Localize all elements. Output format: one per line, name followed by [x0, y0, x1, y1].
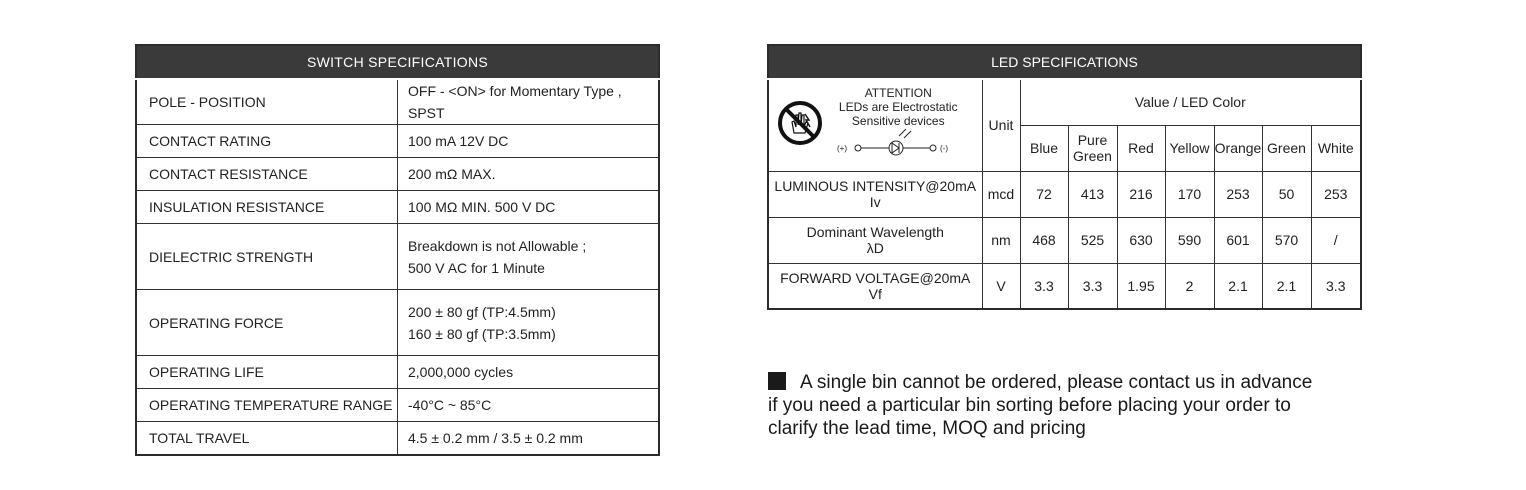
spec-label: TOTAL TRAVEL	[136, 422, 398, 455]
metric-value: 216	[1117, 171, 1165, 217]
spec-label: OPERATING TEMPERATURE RANGE	[136, 389, 398, 422]
metric-value: 50	[1262, 171, 1311, 217]
metric-value: 2.1	[1262, 263, 1311, 309]
note-line: A single bin cannot be ordered, please contact us in advance	[800, 372, 1313, 393]
metric-value: 253	[1311, 171, 1361, 217]
anode-plus-label: (+)	[837, 144, 847, 153]
cathode-minus-label: (-)	[940, 144, 948, 153]
note-line: clarify the lead time, MOQ and pricing	[768, 418, 1086, 439]
metric-value: 3.3	[1020, 263, 1068, 309]
metric-value: 570	[1262, 217, 1311, 263]
spec-label: CONTACT RESISTANCE	[136, 158, 398, 191]
metric-value: 2.1	[1214, 263, 1262, 309]
spec-label: POLE - POSITION	[136, 79, 398, 125]
led-specifications-title: LED SPECIFICATIONS	[768, 45, 1361, 79]
table-row	[136, 356, 659, 389]
spec-label: CONTACT RATING	[136, 125, 398, 158]
color-header: Pure Green	[1068, 125, 1117, 171]
bullet-square-icon	[768, 372, 786, 390]
spec-value: 100 MΩ MIN. 500 V DC	[398, 191, 660, 224]
metric-value: 413	[1068, 171, 1117, 217]
metric-value: 170	[1165, 171, 1214, 217]
metric-name: FORWARD VOLTAGE@20mA Vf	[768, 263, 982, 309]
metric-value: 253	[1214, 171, 1262, 217]
spec-label: OPERATING LIFE	[136, 356, 398, 389]
color-header: Yellow	[1165, 125, 1214, 171]
esd-attention-cell	[768, 79, 982, 171]
spec-value: 2,000,000 cycles	[398, 356, 660, 389]
metric-value: /	[1311, 217, 1361, 263]
spec-label: INSULATION RESISTANCE	[136, 191, 398, 224]
metric-value: 72	[1020, 171, 1068, 217]
color-header: Orange	[1214, 125, 1262, 171]
metric-unit: mcd	[982, 171, 1020, 217]
bin-ordering-note	[768, 371, 1348, 440]
table-row	[768, 263, 1361, 309]
metric-value: 3.3	[1311, 263, 1361, 309]
metric-name: LUMINOUS INTENSITY@20mA Iv	[768, 171, 982, 217]
spec-value: 200 ± 80 gf (TP:4.5mm) 160 ± 80 gf (TP:3.5mm)	[398, 290, 660, 356]
value-led-color-header: Value / LED Color	[1020, 79, 1361, 125]
metric-unit: nm	[982, 217, 1020, 263]
metric-value: 630	[1117, 217, 1165, 263]
esd-attention-text: ATTENTION LEDs are Electrostatic Sensitive devices	[838, 86, 958, 128]
spec-value: Breakdown is not Allowable ; 500 V AC for 1 Minute	[398, 224, 660, 290]
spec-value: 200 mΩ MAX.	[398, 158, 660, 191]
metric-value: 468	[1020, 217, 1068, 263]
color-header: Green	[1262, 125, 1311, 171]
led-specifications-table	[767, 44, 1362, 310]
switch-specifications-table	[135, 44, 660, 456]
metric-unit: V	[982, 263, 1020, 309]
spec-label: DIELECTRIC STRENGTH	[136, 224, 398, 290]
color-header: Red	[1117, 125, 1165, 171]
switch-specifications-title: SWITCH SPECIFICATIONS	[136, 45, 659, 79]
metric-value: 1.95	[1117, 263, 1165, 309]
table-row	[768, 171, 1361, 217]
table-row	[136, 79, 659, 125]
table-row	[136, 290, 659, 356]
spec-value: OFF - <ON> for Momentary Type , SPST	[398, 79, 660, 125]
table-row	[136, 125, 659, 158]
table-row	[136, 389, 659, 422]
table-row	[136, 422, 659, 455]
table-row	[136, 191, 659, 224]
metric-value: 525	[1068, 217, 1117, 263]
spec-value: -40°C ~ 85°C	[398, 389, 660, 422]
esd-no-touch-icon	[777, 100, 823, 146]
spec-label: OPERATING FORCE	[136, 290, 398, 356]
color-header: White	[1311, 125, 1361, 171]
led-diode-symbol-icon	[837, 128, 957, 158]
metric-value: 601	[1214, 217, 1262, 263]
spec-value: 4.5 ± 0.2 mm / 3.5 ± 0.2 mm	[408, 429, 583, 446]
note-line: if you need a particular bin sorting before placing your order to	[768, 395, 1291, 416]
table-row	[768, 217, 1361, 263]
metric-value: 2	[1165, 263, 1214, 309]
metric-name: Dominant Wavelength λD	[768, 217, 982, 263]
table-row	[136, 158, 659, 191]
table-row	[136, 224, 659, 290]
color-header: Blue	[1020, 125, 1068, 171]
spec-value: 100 mA 12V DC	[398, 125, 660, 158]
metric-value: 3.3	[1068, 263, 1117, 309]
unit-header: Unit	[982, 79, 1020, 171]
metric-value: 590	[1165, 217, 1214, 263]
